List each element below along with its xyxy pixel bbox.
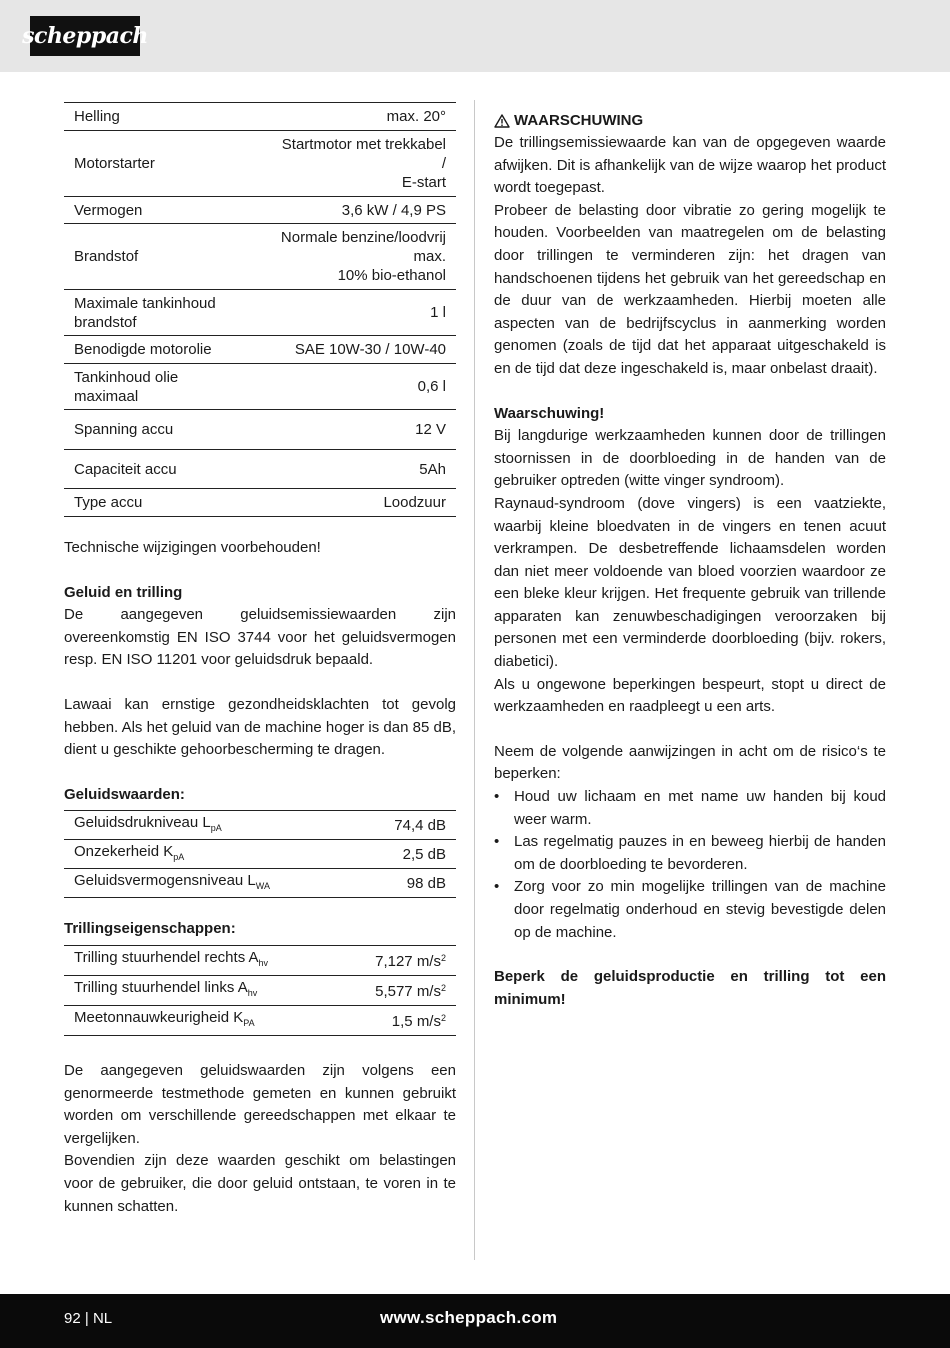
vibration-value-sup: 2 bbox=[440, 953, 446, 964]
spec-value: Loodzuur bbox=[247, 489, 456, 517]
list-item-text: Zorg voor zo min mogelijke trillingen van de machine door regelmatig onderhoud en stevig bevestigde delen op de machine. bbox=[514, 878, 886, 941]
spec-label: Capaciteit accu bbox=[64, 450, 247, 489]
table-row bbox=[64, 364, 456, 410]
vibration-value-sup: 2 bbox=[440, 1013, 446, 1024]
spec-label: Vermogen bbox=[64, 197, 247, 224]
table-row bbox=[64, 103, 456, 131]
sound-label-text: Onzekerheid K bbox=[74, 842, 174, 860]
spec-label: Benodigde motorolie bbox=[64, 336, 247, 364]
sound-label-text: Geluidsvermogensniveau L bbox=[74, 871, 256, 889]
sound-label-text: Geluidsdrukniveau L bbox=[74, 813, 211, 831]
spec-value-line: Normale benzine/loodvrij bbox=[280, 229, 446, 246]
table-row bbox=[64, 945, 456, 975]
warning-title bbox=[494, 110, 886, 132]
table-row bbox=[64, 450, 456, 489]
table-row bbox=[64, 489, 456, 517]
bullet-icon: • bbox=[494, 833, 500, 851]
noise-paragraph: De aangegeven geluidsemissiewaarden zijn overeenkomstig EN ISO 3744 voor het geluidsvermogen resp. EN ISO 11201 voor geluidsdruk bepaald. bbox=[64, 606, 456, 669]
table-row bbox=[64, 840, 456, 869]
vibration-value bbox=[339, 975, 456, 1005]
sound-label bbox=[64, 811, 358, 840]
spec-label-line: brandstof bbox=[74, 313, 137, 331]
spec-label: Type accu bbox=[64, 489, 247, 517]
page-number: 92 bbox=[64, 1310, 81, 1327]
advice-list bbox=[494, 786, 886, 944]
vibration-label-text: Meetonnauwkeurigheid K bbox=[74, 1008, 244, 1026]
bullet-icon: • bbox=[494, 878, 500, 896]
sound-label-sub: pA bbox=[173, 851, 185, 862]
right-column bbox=[494, 110, 886, 1011]
sound-label bbox=[64, 840, 358, 869]
table-row bbox=[64, 290, 456, 336]
spec-label: Helling bbox=[64, 103, 247, 131]
spec-value bbox=[247, 131, 456, 197]
warning-paragraph: De trillingsemissiewaarde kan van de opgegeven waarde afwijken. Dit is afhankelijk van de wijze waarop het product wordt toegepast. bbox=[494, 134, 886, 197]
table-row bbox=[64, 336, 456, 364]
table-row bbox=[64, 410, 456, 450]
vibration-label-sub: hv bbox=[258, 957, 269, 968]
vibration-label-sub: PA bbox=[243, 1017, 255, 1028]
brand-logo: scheppach bbox=[30, 16, 140, 56]
vibration-label-text: Trilling stuurhendel rechts A bbox=[74, 948, 259, 966]
spec-value: 12 V bbox=[247, 410, 456, 450]
vibration-table bbox=[64, 945, 456, 1036]
spec-value-line: 10% bio-ethanol bbox=[337, 267, 446, 284]
warning2-paragraph: Bij langdurige werkzaamheden kunnen door de trillingen stoornissen in de doorbloeding in de handen van de gebruiker optreden (witte vinger syndroom). bbox=[494, 427, 886, 490]
noise-paragraph: Lawaai kan ernstige gezondheidsklachten tot gevolg hebben. Als het geluid van de machine hoger is dan 85 dB, dient u geschikte gehoorbescherming te dragen. bbox=[64, 695, 456, 759]
table-row bbox=[64, 869, 456, 898]
vibration-value-sup: 2 bbox=[440, 983, 446, 994]
warning2-paragraph: Als u ongewone beperkingen bespeurt, stopt u direct de werkzaamheden en raadpleegt u een arts. bbox=[494, 675, 886, 716]
final-paragraph: De aangegeven geluidswaarden zijn volgens een genormeerde testmethode gemeten en kunnen gebruikt worden om verschillende gereedschappen met elkaar te vergelijken. bbox=[64, 1061, 456, 1147]
sound-table bbox=[64, 810, 456, 898]
bullet-icon: • bbox=[494, 788, 500, 806]
warning-triangle-icon bbox=[494, 114, 510, 128]
website-link[interactable]: www.scheppach.com bbox=[380, 1308, 558, 1327]
sound-value: 2,5 dB bbox=[358, 840, 456, 869]
spec-value-line: max. bbox=[413, 248, 446, 265]
table-row bbox=[64, 811, 456, 840]
warning-title-text: WAARSCHUWING bbox=[514, 112, 644, 129]
vibration-label-sub: hv bbox=[247, 987, 258, 998]
spec-label: Motorstarter bbox=[64, 131, 247, 197]
spec-label-line: maximaal bbox=[74, 387, 139, 405]
spec-label bbox=[64, 364, 247, 410]
vibration-heading: Trillingseigenschappen: bbox=[64, 920, 236, 938]
sound-value: 98 dB bbox=[358, 869, 456, 898]
left-column bbox=[64, 102, 456, 1218]
spec-label: Spanning accu bbox=[64, 410, 247, 450]
spec-value: max. 20° bbox=[247, 103, 456, 131]
vibration-label bbox=[64, 945, 339, 975]
vibration-label bbox=[64, 1005, 339, 1035]
page-separator: | bbox=[84, 1310, 89, 1327]
table-row bbox=[64, 1005, 456, 1035]
final-paragraph: Bovendien zijn deze waarden geschikt om belastingen voor de gebruiker, die door geluid ontstaan, te voren in te kunnen schatten. bbox=[64, 1152, 456, 1215]
spec-table bbox=[64, 102, 456, 517]
list-item bbox=[494, 831, 886, 876]
column-divider bbox=[474, 100, 475, 1260]
list-item-text: Houd uw lichaam en met name uw handen bij koud weer warm. bbox=[514, 788, 886, 828]
table-row bbox=[64, 224, 456, 290]
spec-value-line: E-start bbox=[401, 174, 446, 191]
vibration-label-text: Trilling stuurhendel links A bbox=[74, 978, 248, 996]
advice-intro: Neem de volgende aanwijzingen in acht om de risico‘s te beperken: bbox=[494, 742, 886, 783]
sound-value: 74,4 dB bbox=[358, 811, 456, 840]
closing-statement: Beperk de geluidsproductie en trilling tot een minimum! bbox=[494, 968, 886, 1008]
spec-label bbox=[64, 290, 247, 336]
noise-heading: Geluid en trilling bbox=[64, 583, 183, 601]
sound-label-sub: pA bbox=[210, 822, 222, 833]
warning2-paragraph: Raynaud-syndroom (dove vingers) is een vaatziekte, waarbij kleine bloedvaten in de vingers en tenen acuut verkrampen. De desbetreffende lichaamsdelen worden dan niet meer voldoende van bloed voorzien waardoor ze een bleke kleur krijgen. Het frequente gebruik van trillende apparaten kan zenuwbeschadigingen veroorzaken bij personen met een verminderde doorbloeding (bijv. rokers, diabetici). bbox=[494, 494, 886, 671]
list-item bbox=[494, 786, 886, 831]
language-code: NL bbox=[92, 1310, 113, 1327]
spec-value: 0,6 l bbox=[247, 364, 456, 410]
sound-label-sub: WA bbox=[255, 880, 270, 891]
spec-label-line: Tankinhoud olie bbox=[74, 368, 179, 386]
vibration-value-text: 1,5 m/s bbox=[391, 1013, 441, 1031]
tech-note: Technische wijzigingen voorbehouden! bbox=[64, 539, 321, 556]
vibration-value-text: 5,577 m/s bbox=[375, 983, 441, 1001]
spec-value-line: / bbox=[441, 155, 446, 172]
table-row bbox=[64, 131, 456, 197]
sound-heading: Geluidswaarden: bbox=[64, 785, 185, 803]
page-indicator bbox=[64, 1310, 112, 1327]
vibration-value bbox=[339, 945, 456, 975]
list-item-text: Las regelmatig pauzes in en beweeg hierbij de handen om de doorbloeding te bevorderen. bbox=[514, 833, 886, 873]
sound-label bbox=[64, 869, 358, 898]
spec-value: SAE 10W-30 / 10W-40 bbox=[247, 336, 456, 364]
vibration-value bbox=[339, 1005, 456, 1035]
spec-value: 5Ah bbox=[247, 450, 456, 489]
spec-value bbox=[247, 224, 456, 290]
spec-value: 1 l bbox=[247, 290, 456, 336]
table-row bbox=[64, 975, 456, 1005]
warning-paragraph: Probeer de belasting door vibratie zo gering mogelijk te houden. Voorbeelden van maatregelen om de belasting door trillingen te verminderen zijn: het dragen van handschoenen tijdens het gebruik van het gereedschap en de duur van de werkzaamheden. Hierbij moeten alle aspecten van de bedrijfscyclus in aanmerking worden genomen (zoals de tijd dat het apparaat uitgeschakeld is en de tijd dat deze ingeschakeld is, maar onbelast draait). bbox=[494, 201, 886, 377]
spec-label-line: Maximale tankinhoud bbox=[74, 294, 216, 312]
footer-bar bbox=[0, 1294, 950, 1348]
spec-value-line: Startmotor met trekkabel bbox=[281, 136, 446, 153]
spec-label: Brandstof bbox=[64, 224, 247, 290]
vibration-value-text: 7,127 m/s bbox=[375, 953, 441, 971]
list-item bbox=[494, 876, 886, 944]
spec-value: 3,6 kW / 4,9 PS bbox=[247, 197, 456, 224]
vibration-label bbox=[64, 975, 339, 1005]
warning2-title: Waarschuwing! bbox=[494, 404, 605, 422]
table-row bbox=[64, 197, 456, 224]
